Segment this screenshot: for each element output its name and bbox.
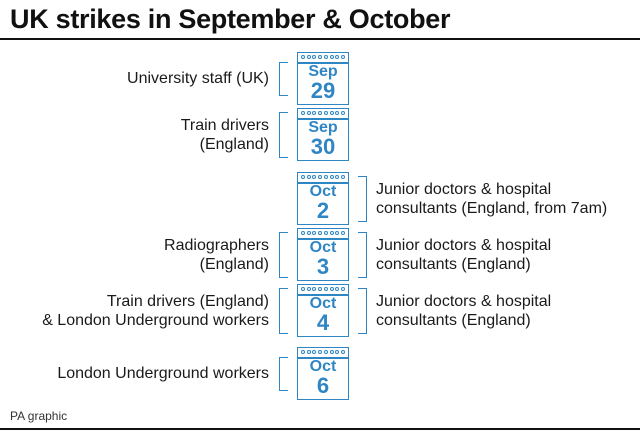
label-line: (England) bbox=[199, 135, 269, 153]
calendar-ring bbox=[312, 350, 316, 354]
strike-day-row bbox=[0, 347, 640, 400]
right-bracket bbox=[358, 176, 367, 222]
calendar-rings bbox=[301, 350, 345, 355]
calendar-ring bbox=[335, 350, 339, 354]
calendar-ring bbox=[330, 175, 334, 179]
calendar-ring bbox=[307, 350, 311, 354]
label-line: (England) bbox=[199, 255, 269, 273]
calendar-ring bbox=[324, 287, 328, 291]
calendar-ring bbox=[318, 111, 322, 115]
left-bracket bbox=[279, 357, 288, 391]
label-line: consultants (England) bbox=[376, 311, 531, 329]
calendar-ring bbox=[335, 231, 339, 235]
calendar-ring bbox=[307, 55, 311, 59]
calendar-ring bbox=[318, 287, 322, 291]
calendar-ring bbox=[341, 111, 345, 115]
calendar-ring bbox=[335, 175, 339, 179]
calendar-day: 3 bbox=[316, 254, 330, 279]
calendar-month: Oct bbox=[309, 358, 337, 375]
calendar-rings bbox=[301, 231, 345, 236]
left-bracket bbox=[279, 232, 288, 278]
calendar-month: Oct bbox=[309, 183, 337, 200]
label-line: consultants (England, from 7am) bbox=[376, 199, 608, 217]
calendar-ring bbox=[301, 231, 305, 235]
label-line: Radiographers bbox=[164, 236, 269, 254]
calendar-ring bbox=[307, 287, 311, 291]
calendar-icon bbox=[297, 284, 349, 337]
calendar-ring bbox=[324, 111, 328, 115]
calendar-ring bbox=[330, 231, 334, 235]
calendar-month: Oct bbox=[309, 239, 337, 256]
label-line: University staff (UK) bbox=[127, 70, 269, 87]
calendar-ring bbox=[324, 231, 328, 235]
strike-day-row bbox=[0, 108, 640, 161]
right-bracket bbox=[358, 232, 367, 278]
strike-group-label-left bbox=[164, 236, 269, 274]
calendar-ring bbox=[301, 350, 305, 354]
calendar-ring bbox=[318, 231, 322, 235]
strike-group-label-left bbox=[42, 292, 269, 330]
label-line: London Underground workers bbox=[57, 365, 269, 382]
calendar-icon bbox=[297, 228, 349, 281]
calendar-ring bbox=[324, 350, 328, 354]
calendar-ring bbox=[341, 287, 345, 291]
calendar-month: Oct bbox=[309, 295, 337, 312]
page-title: UK strikes in September & October bbox=[10, 4, 451, 34]
calendar-ring bbox=[301, 55, 305, 59]
calendar-day: 6 bbox=[316, 373, 330, 398]
right-bracket bbox=[358, 288, 367, 334]
calendar-icon bbox=[297, 108, 349, 161]
strike-group-label-right bbox=[376, 292, 551, 330]
calendar-ring bbox=[318, 350, 322, 354]
strike-day-row bbox=[0, 172, 640, 225]
calendar-icon bbox=[297, 52, 349, 105]
strike-group-label-left bbox=[181, 116, 269, 154]
strike-group-label-right bbox=[376, 180, 607, 218]
calendar-ring bbox=[307, 111, 311, 115]
calendar-ring bbox=[301, 175, 305, 179]
calendar-ring bbox=[335, 111, 339, 115]
calendar-rings bbox=[301, 55, 345, 60]
calendar-ring bbox=[318, 175, 322, 179]
calendar-icon bbox=[297, 347, 349, 400]
calendar-rings bbox=[301, 175, 345, 180]
strike-group-label-left bbox=[127, 69, 269, 88]
calendar-ring bbox=[330, 287, 334, 291]
calendar-day: 2 bbox=[316, 198, 330, 223]
source-credit: PA graphic bbox=[10, 409, 68, 423]
calendar-ring bbox=[301, 111, 305, 115]
strike-day-row bbox=[0, 52, 640, 105]
calendar-ring bbox=[324, 55, 328, 59]
calendar-ring bbox=[335, 55, 339, 59]
strike-day-row bbox=[0, 228, 640, 281]
bottom-divider bbox=[0, 428, 640, 430]
calendar-ring bbox=[318, 55, 322, 59]
calendar-rings bbox=[301, 287, 345, 292]
calendar-ring bbox=[330, 55, 334, 59]
calendar-month: Sep bbox=[308, 119, 338, 136]
strike-day-row bbox=[0, 284, 640, 337]
left-bracket bbox=[279, 62, 288, 96]
calendar-ring bbox=[307, 231, 311, 235]
label-line: Junior doctors & hospital bbox=[376, 236, 552, 254]
calendar-ring bbox=[312, 287, 316, 291]
calendar-ring bbox=[330, 111, 334, 115]
label-line: Train drivers bbox=[180, 116, 269, 134]
calendar-ring bbox=[301, 287, 305, 291]
calendar-month: Sep bbox=[308, 63, 338, 80]
calendar-icon bbox=[297, 172, 349, 225]
calendar-day: 30 bbox=[310, 134, 336, 159]
calendar-ring bbox=[330, 350, 334, 354]
label-line: Train drivers (England) bbox=[106, 292, 269, 310]
calendar-ring bbox=[312, 175, 316, 179]
calendar-ring bbox=[341, 231, 345, 235]
left-bracket bbox=[279, 288, 288, 334]
label-line: consultants (England) bbox=[376, 255, 531, 273]
calendar-ring bbox=[312, 231, 316, 235]
calendar-day: 4 bbox=[316, 310, 330, 335]
label-line: Junior doctors & hospital bbox=[376, 180, 552, 198]
calendar-ring bbox=[312, 55, 316, 59]
calendar-ring bbox=[341, 175, 345, 179]
calendar-day: 29 bbox=[310, 78, 336, 103]
left-bracket bbox=[279, 112, 288, 158]
calendar-rings bbox=[301, 111, 345, 116]
calendar-ring bbox=[307, 175, 311, 179]
label-line: Junior doctors & hospital bbox=[376, 292, 552, 310]
label-line: & London Underground workers bbox=[42, 311, 269, 329]
calendar-ring bbox=[341, 55, 345, 59]
strike-group-label-left bbox=[57, 364, 269, 383]
calendar-ring bbox=[324, 175, 328, 179]
calendar-ring bbox=[335, 287, 339, 291]
calendar-ring bbox=[312, 111, 316, 115]
strike-group-label-right bbox=[376, 236, 551, 274]
calendar-ring bbox=[341, 350, 345, 354]
